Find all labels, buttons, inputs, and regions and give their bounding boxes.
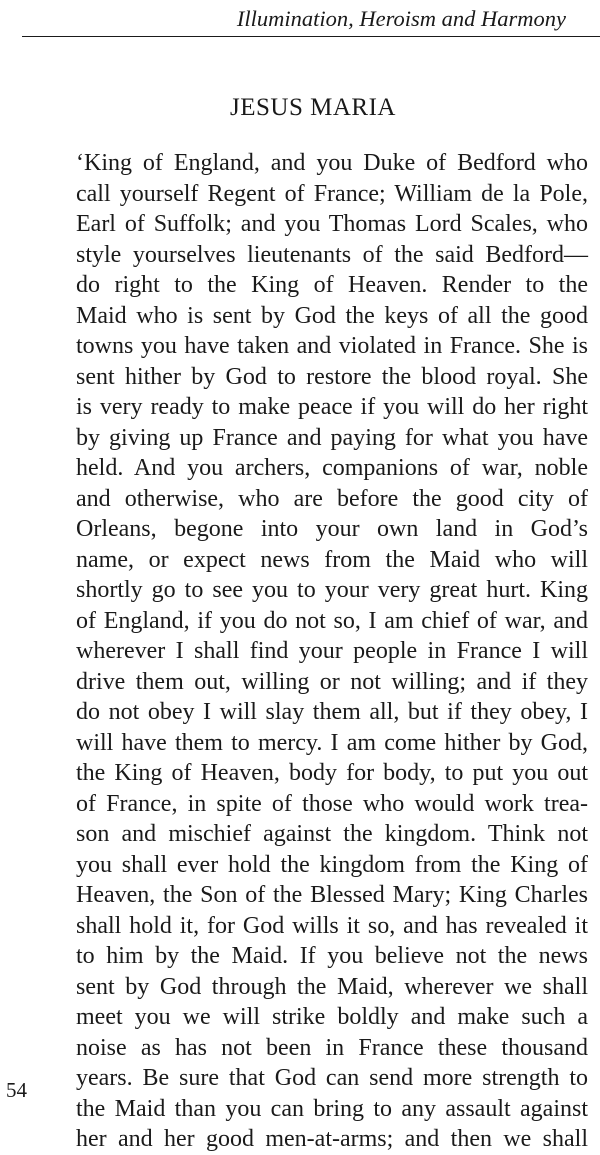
text-line: the King of Heaven, body for body, to put you out bbox=[76, 760, 588, 786]
text-line: shall hold it, for God wills it so, and has revealed it bbox=[76, 912, 588, 939]
text-line: call yourself Regent of France; William de la Pole, bbox=[76, 180, 588, 207]
text-line: Heaven, the Son of the Blessed Mary; King Charles bbox=[76, 882, 588, 908]
text-line: Orleans, begone into your own land in God’s bbox=[76, 516, 588, 542]
text-line: years. Be sure that God can send more strength to bbox=[76, 1065, 588, 1091]
text-line: sent hither by God to restore the blood royal. She bbox=[76, 363, 588, 390]
running-header bbox=[22, 2, 600, 37]
text-line: noise as has not been in France these thousand bbox=[76, 1034, 588, 1061]
text-line: shortly go to see you to your very great hurt. King bbox=[76, 577, 588, 603]
text-line: and otherwise, who are before the good city of bbox=[76, 485, 588, 512]
text-line: meet you we will strike boldly and make such a bbox=[76, 1004, 588, 1030]
page-number: 54 bbox=[6, 1078, 27, 1102]
section-title: JESUS MARIA bbox=[230, 94, 396, 121]
text-line: do right to the King of Heaven. Render to the bbox=[76, 272, 588, 298]
text-line: by giving up France and paying for what you have bbox=[76, 424, 588, 451]
text-line: Earl of Suffolk; and you Thomas Lord Scales, who bbox=[76, 211, 588, 237]
text-line: you shall ever hold the kingdom from the King of bbox=[76, 851, 588, 878]
text-line: is very ready to make peace if you will do her right bbox=[76, 394, 588, 420]
text-line: style yourselves lieutenants of the said Bedford— bbox=[76, 241, 588, 268]
text-line: of France, in spite of those who would work trea- bbox=[76, 790, 588, 817]
text-line: do not obey I will slay them all, but if they obey, I bbox=[76, 699, 588, 725]
text-line: towns you have taken and violated in France. She is bbox=[76, 333, 588, 359]
running-title: Illumination, Heroism and Harmony bbox=[236, 6, 566, 31]
text-line: held. And you archers, companions of war, noble bbox=[76, 455, 588, 481]
text-line: wherever I shall find your people in France I will bbox=[76, 638, 588, 664]
text-line: the Maid than you can bring to any assault against bbox=[76, 1095, 588, 1122]
text-line: her and her good men-at-arms; and then we shall bbox=[76, 1126, 588, 1152]
text-line: will have them to mercy. I am come hither by God, bbox=[76, 729, 588, 756]
body-text bbox=[76, 148, 588, 1155]
text-line: ‘King of England, and you Duke of Bedford who bbox=[76, 150, 588, 176]
text-line: sent by God through the Maid, wherever we shall bbox=[76, 973, 588, 1000]
text-line: son and mischief against the kingdom. Think not bbox=[76, 821, 588, 847]
text-line: name, or expect news from the Maid who will bbox=[76, 546, 588, 573]
text-line: of England, if you do not so, I am chief of war, and bbox=[76, 607, 588, 634]
text-line: to him by the Maid. If you believe not the news bbox=[76, 943, 588, 969]
text-line: Maid who is sent by God the keys of all the good bbox=[76, 302, 588, 329]
text-line: drive them out, willing or not willing; and if they bbox=[76, 668, 588, 695]
